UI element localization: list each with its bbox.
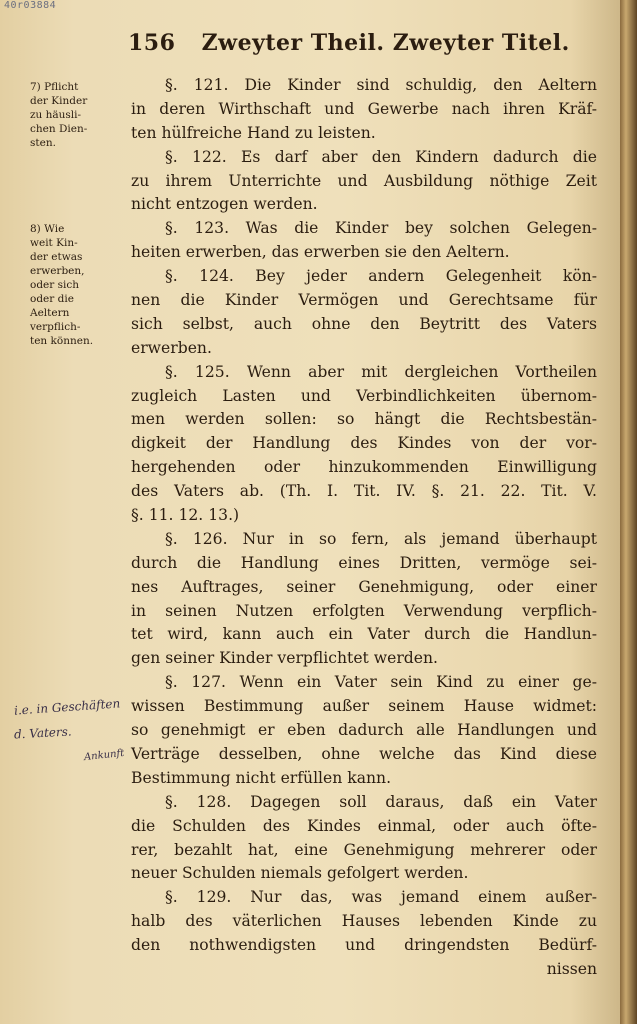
- text-line: nicht entzogen werden.: [131, 195, 318, 214]
- margin-note-line: oder die: [30, 293, 74, 305]
- margin-note-line: oder sich: [30, 279, 80, 291]
- margin-note-line: chen Dien-: [30, 123, 88, 135]
- text-line: zugleich Lasten und Verbindlichkeiten übernom-: [131, 386, 597, 405]
- text-line: §. 125. Wenn aber mit dergleichen Vortheilen: [165, 362, 597, 381]
- text-line: heiten erwerben, das erwerben sie den Aeltern.: [131, 243, 510, 262]
- catchword: nissen: [546, 959, 597, 978]
- text-line: halb des väterlichen Hauses lebenden Kinde zu: [131, 912, 597, 931]
- text-line: tet wird, kann auch ein Vater durch die Handlun-: [131, 625, 597, 644]
- text-line: §. 127. Wenn ein Vater sein Kind zu einer ge-: [165, 673, 597, 692]
- text-line: die Schulden des Kindes einmal, oder auch öfte-: [131, 816, 597, 835]
- margin-note-line: 7) Pflicht: [30, 81, 79, 93]
- margin-note-line: zu häusli-: [30, 109, 82, 121]
- text-line: ten hülfreiche Hand zu leisten.: [131, 123, 376, 142]
- text-line: rer, bezahlt hat, eine Genehmigung mehrerer oder: [131, 840, 597, 859]
- text-line: erwerben.: [131, 338, 212, 357]
- margin-note-line: der Kinder: [30, 95, 88, 107]
- text-line: gen seiner Kinder verpflichtet werden.: [131, 649, 439, 668]
- handwritten-note: Ankunft: [83, 747, 125, 764]
- text-line: neuer Schulden niemals gefolgert werden.: [131, 864, 469, 883]
- margin-note-line: Aeltern: [30, 307, 70, 319]
- text-line: Verträge desselben, ohne welche das Kind diese: [131, 744, 597, 763]
- text-line: §. 122. Es darf aber den Kindern dadurch die: [165, 147, 597, 166]
- handwritten-note: i.e. in Geschäften: [13, 696, 121, 718]
- margin-note-line: der etwas: [30, 251, 83, 263]
- margin-note-line: 8) Wie: [30, 223, 65, 235]
- text-line: so genehmigt er eben dadurch alle Handlungen und: [131, 721, 597, 740]
- text-line: durch die Handlung eines Dritten, vermöge sei-: [131, 553, 597, 572]
- text-line: nen die Kinder Vermögen und Gerechtsame für: [131, 291, 597, 310]
- margin-note-line: erwerben,: [30, 265, 85, 277]
- text-line: §. 121. Die Kinder sind schuldig, den Aeltern: [165, 76, 597, 94]
- text-line: §. 129. Nur das, was jemand einem außer-: [165, 888, 597, 907]
- text-line: wissen Bestimmung außer seinem Hause widmet:: [131, 697, 597, 716]
- margin-note-line: sten.: [30, 137, 56, 149]
- text-line: §. 11. 12. 13.): [131, 506, 240, 525]
- margin-note-8: [30, 222, 118, 348]
- text-line: zu ihrem Unterrichte und Ausbildung nöthige Zeit: [131, 171, 597, 190]
- text-line: §. 123. Was die Kinder bey solchen Gelegen-: [165, 219, 597, 238]
- page-number: 156: [128, 30, 176, 56]
- text-line: des Vaters ab. (Th. I. Tit. IV. §. 21. 22. Tit. V.: [131, 482, 597, 501]
- page-edge: [620, 0, 637, 1024]
- margin-note-7: [30, 80, 118, 150]
- text-line: in deren Wirthschaft und Gewerbe nach ihren Kräf-: [131, 99, 597, 118]
- running-title: Zweyter Theil. Zweyter Titel.: [201, 30, 570, 56]
- text-line: Bestimmung nicht erfüllen kann.: [131, 768, 392, 787]
- text-line: den nothwendigsten und dringendsten Bedürf-: [131, 936, 597, 955]
- margin-note-line: verpflich-: [30, 321, 81, 333]
- running-header: [128, 30, 598, 56]
- text-line: §. 126. Nur in so fern, als jemand überhaupt: [165, 529, 597, 548]
- margin-note-line: ten können.: [30, 335, 94, 347]
- body-text: [131, 74, 597, 982]
- text-line: sich selbst, auch ohne den Beytritt des Vaters: [131, 314, 597, 333]
- text-line: digkeit der Handlung des Kindes von der vor-: [131, 434, 597, 453]
- margin-note-line: weit Kin-: [30, 237, 78, 249]
- text-line: men werden sollen: so hängt die Rechtsbestän-: [131, 410, 597, 429]
- text-line: in seinen Nutzen erfolgten Verwendung verpflich-: [131, 601, 597, 620]
- text-line: §. 124. Bey jeder andern Gelegenheit kön-: [165, 267, 597, 286]
- text-line: hergehenden oder hinzukommenden Einwilligung: [131, 458, 597, 477]
- library-stamp: 40r03884: [4, 0, 57, 11]
- handwritten-note: d. Vaters.: [13, 724, 72, 742]
- text-line: §. 128. Dagegen soll daraus, daß ein Vater: [165, 792, 597, 811]
- text-line: nes Auftrages, seiner Genehmigung, oder einer: [131, 577, 597, 596]
